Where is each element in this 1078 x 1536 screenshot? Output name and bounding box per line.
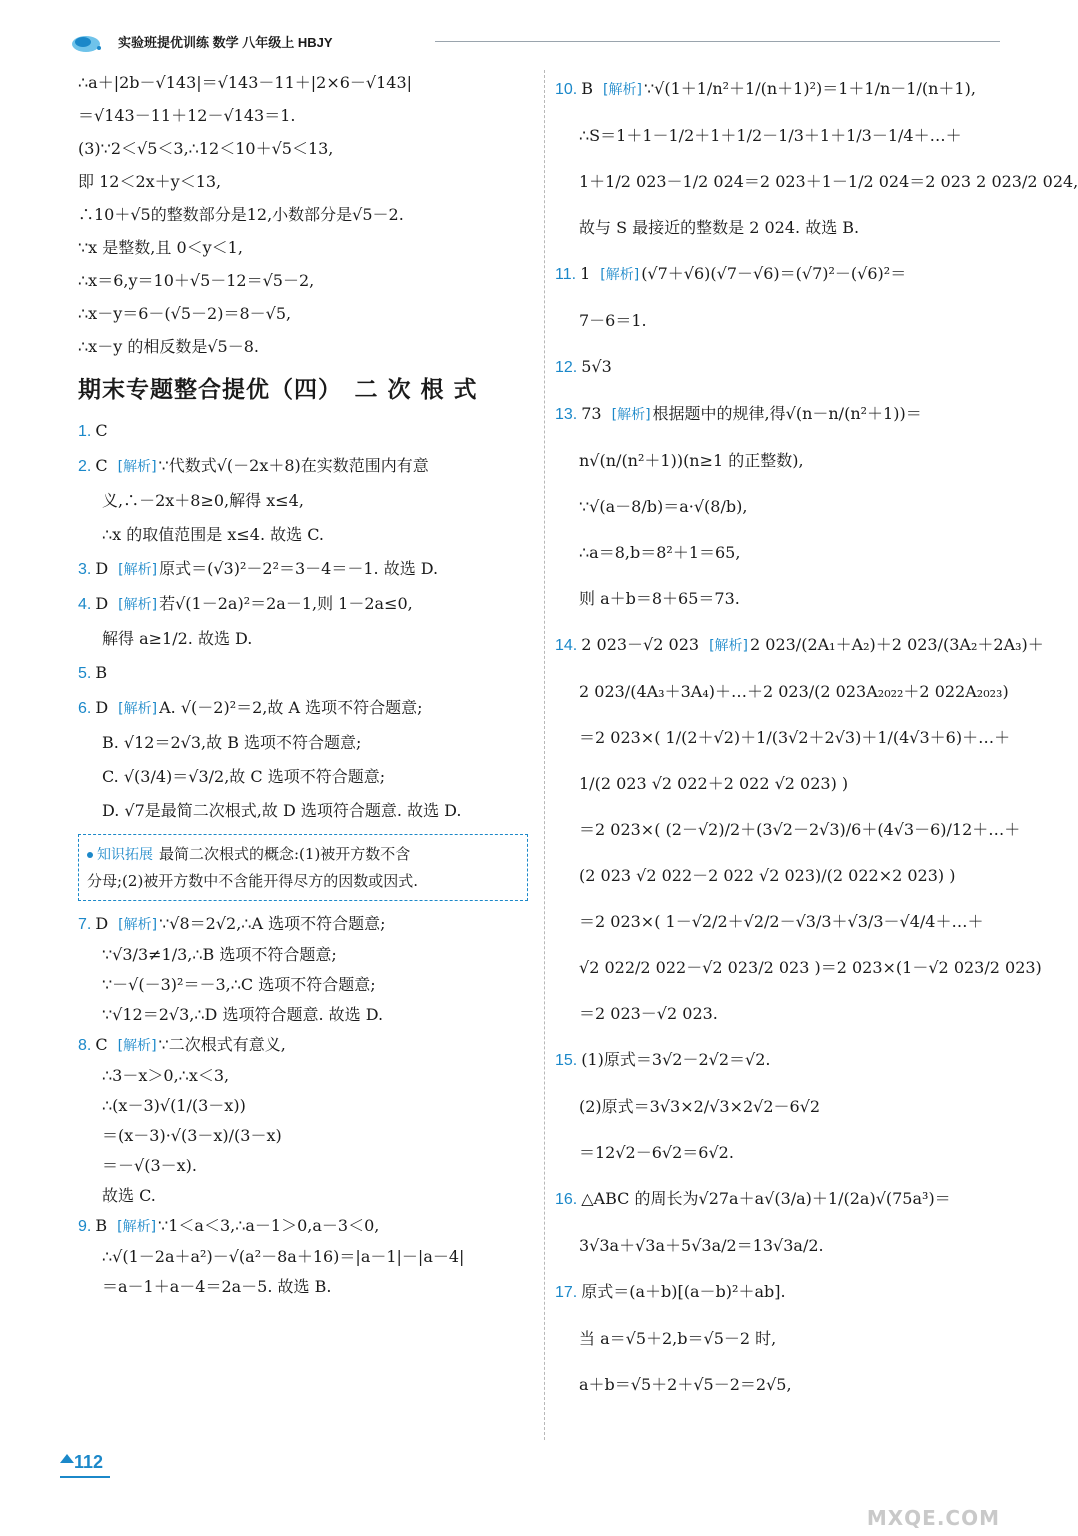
left-column [78, 66, 530, 1302]
answer-text: ∵1＜a＜3,∴a－1＞0,a－3＜0, [158, 1216, 380, 1235]
answer-text: ＝(x－3)·√(3－x)/(3－x) [102, 1126, 282, 1145]
answer-text: (√7＋√6)(√7－√6)＝(√7)²－(√6)²＝ [641, 264, 907, 283]
answer-line [78, 1030, 530, 1061]
answer-choice: D [95, 559, 109, 578]
answer-line [78, 1151, 530, 1181]
question-number: 3. [78, 561, 92, 578]
answer-line [555, 715, 1010, 761]
answer-text: ＝2 023－√2 023. [579, 1004, 718, 1023]
answer-text: ＝2 023×( 1－√2/2＋√2/2－√3/3＋√3/3－√4/4＋…＋ [579, 912, 984, 931]
answer-text: ＝2 023×( (2－√2)/2＋(3√2－2√3)/6＋(4√3－6)/12＋…＋ [579, 820, 1021, 839]
answer-text: ∵√(1＋1/n²＋1/(n＋1)²)＝1＋1/n－1/(n＋1), [643, 79, 976, 98]
answer-text: D. √7是最简二次根式,故 D 选项符合题意. 故选 D. [102, 801, 462, 820]
answer-line [555, 1269, 1010, 1316]
answer-choice: C [95, 421, 108, 440]
answer-text: ∴x 的取值范围是 x≤4. 故选 C. [102, 525, 325, 544]
analysis-tag: [ 解析 ] [612, 407, 651, 423]
answer-choice: B [581, 79, 594, 98]
tip-label: 知识拓展 [97, 847, 153, 863]
answer-line [555, 807, 1021, 853]
question-number: 4. [78, 596, 92, 613]
answer-text: 即 12＜2x＋y＜13, [78, 172, 222, 191]
answer-text: 原式＝(a＋b)[(a－b)²＋ab]. [581, 1282, 786, 1301]
answer-line [78, 1091, 530, 1121]
answer-text: 2 023/(4A₃＋3A₄)＋…＋2 023/(2 023A₂₀₂₂＋2 022A₂₀₂₃) [579, 682, 1009, 701]
answer-line [78, 794, 530, 828]
answer-text: ∴a＋|2b－√143|＝√143－11＋|2×6－√143| [78, 73, 413, 92]
answer-line [78, 231, 530, 264]
answer-line [555, 298, 1010, 344]
answer-line [555, 622, 1044, 669]
header-title: 实验班提优训练 数学 八年级上 HBJY [118, 35, 333, 50]
answer-text: 故与 S 最接近的整数是 2 024. 故选 B. [579, 218, 860, 237]
question-number: 9. [78, 1218, 92, 1235]
answer-text: ∴a＝8,b＝8²＋1＝65, [579, 543, 741, 562]
answer-line [78, 99, 530, 132]
answer-line [555, 576, 1010, 622]
question-number: 10. [555, 81, 578, 98]
analysis-tag: [ 解析 ] [118, 917, 157, 933]
answer-text: 1＋1/2 023－1/2 024＝2 023＋1－1/2 024＝2 023 2 023/2 024, [579, 172, 1078, 191]
answer-line [78, 909, 530, 940]
analysis-tag: [ 解析 ] [118, 562, 157, 578]
answer-line [555, 761, 1010, 807]
answer-text: ＝a－1＋a－4＝2a－5. 故选 B. [102, 1277, 332, 1296]
watermark [820, 1456, 1000, 1530]
book-logo-icon [70, 32, 104, 54]
answer-text: ∵二次根式有意义, [158, 1035, 286, 1054]
answer-text: (3)∵2＜√5＜3,∴12＜10＋√5＜13, [78, 139, 334, 158]
answer-text: A. √(－2)²＝2,故 A 选项不符合题意; [159, 698, 423, 717]
answer-text: 原式＝(√3)²－2²＝3－4＝－1. 故选 D. [159, 559, 439, 578]
answer-line [555, 113, 1010, 159]
question-number: 2. [78, 458, 92, 475]
answer-text: ＝√143－11＋12－√143＝1. [78, 106, 296, 125]
question-number: 17. [555, 1284, 578, 1301]
answer-line [78, 484, 530, 518]
question-number: 8. [78, 1037, 92, 1054]
answer-line [78, 970, 530, 1000]
answer-line [78, 726, 530, 760]
answer-line [555, 438, 1010, 484]
answer-choice: C [95, 456, 108, 475]
tip-box [78, 834, 528, 901]
answer-text: ＝－√(3－x). [102, 1156, 197, 1175]
section-title: 期末专题整合提优（四） 二 次 根 式 [78, 377, 478, 403]
answer-line [78, 198, 530, 231]
answer-line [555, 1223, 1010, 1269]
tip-bullet-icon [87, 852, 93, 858]
answer-text: 7－6＝1. [579, 311, 647, 330]
answer-text: 1/(2 023 √2 022＋2 022 √2 023) ) [579, 774, 849, 793]
page-header [70, 30, 1000, 54]
answer-text: ∴x＝6,y＝10＋√5－12＝√5－2, [78, 271, 315, 290]
answer-line [555, 1316, 1010, 1362]
answer-text: ∵√8＝2√2,∴A 选项不符合题意; [159, 914, 386, 933]
answer-line [78, 1121, 530, 1151]
answer-choice: 1 [580, 264, 591, 283]
answer-text: 义,∴－2x＋8≥0,解得 x≤4, [102, 491, 304, 510]
answer-line [555, 1037, 1010, 1084]
answer-line [78, 449, 530, 484]
question-number: 7. [78, 916, 92, 933]
watermark-text: MXQE.COM [866, 1506, 1000, 1530]
answer-text: ∵√(a－8/b)＝a·√(8/b), [579, 497, 748, 516]
answer-line [78, 518, 530, 552]
analysis-tag: [ 解析 ] [118, 1038, 157, 1054]
analysis-tag: [ 解析 ] [118, 597, 157, 613]
tip-text-line2: 分母;(2)被开方数中不含能开得尽方的因数或因式. [87, 872, 419, 890]
answer-line [555, 205, 1010, 251]
left-answers-block [78, 414, 530, 828]
answer-text: ∴√(1－2a＋a²)－√(a²－8a＋16)＝|a－1|－|a－4| [102, 1247, 465, 1266]
answer-line [555, 669, 1010, 715]
answer-text: ∴10＋√5的整数部分是12,小数部分是√5－2. [78, 205, 404, 224]
answer-line [78, 1242, 530, 1272]
answer-text: ∵代数式√(－2x＋8)在实数范围内有意 [158, 456, 429, 475]
answer-line [555, 391, 1010, 438]
page-arrow-icon [60, 1454, 74, 1463]
answer-line [555, 899, 1010, 945]
answer-choice: D [95, 914, 109, 933]
answer-line [78, 656, 530, 691]
analysis-tag: [ 解析 ] [118, 459, 157, 475]
answer-line [555, 344, 1010, 391]
analysis-tag: [ 解析 ] [600, 267, 639, 283]
answer-choice: C [95, 1035, 108, 1054]
analysis-tag: [ 解析 ] [118, 701, 157, 717]
left-answers-block-2 [78, 909, 530, 1302]
question-number: 13. [555, 406, 578, 423]
answer-line [78, 1211, 530, 1242]
answer-text: ∵√3/3≠1/3,∴B 选项不符合题意; [102, 945, 337, 964]
answer-text: (2)原式＝3√3×2/√3×2√2－6√2 [579, 1097, 821, 1116]
page-number: 112 [74, 1452, 104, 1472]
answer-line [78, 1181, 530, 1211]
answer-text: ∴3－x＞0,∴x＜3, [102, 1066, 230, 1085]
answer-text: ＝12√2－6√2＝6√2. [579, 1143, 734, 1162]
analysis-tag: [ 解析 ] [117, 1219, 156, 1235]
answer-line [78, 66, 530, 99]
answer-line [555, 991, 1010, 1037]
answer-choice: D [95, 594, 109, 613]
answer-line [555, 484, 1010, 530]
answer-text: (2 023 √2 022－2 022 √2 023)/(2 022×2 023) ) [579, 866, 956, 885]
answer-text: 3√3a＋√3a＋5√3a/2＝13√3a/2. [579, 1236, 824, 1255]
answer-line [78, 691, 530, 726]
left-intro-block [78, 66, 530, 363]
answer-choice: 5√3 [581, 357, 612, 376]
question-number: 11. [555, 266, 577, 283]
answer-text: ∴x－y 的相反数是√5－8. [78, 337, 259, 356]
answer-line [78, 264, 530, 297]
answer-text: △ABC 的周长为√27a＋a√(3/a)＋1/(2a)√(75a³)＝ [581, 1189, 951, 1208]
answer-text: 当 a＝√5＋2,b＝√5－2 时, [579, 1329, 777, 1348]
answer-line [555, 66, 1010, 113]
tip-text-line1: 最简二次根式的概念:(1)被开方数不含 [159, 845, 411, 863]
answer-text: ∵－√(－3)²＝－3,∴C 选项不符合题意; [102, 975, 376, 994]
answer-text: n√(n/(n²＋1))(n≥1 的正整数), [579, 451, 804, 470]
answer-line [78, 940, 530, 970]
answer-choice: B [95, 1216, 108, 1235]
answer-line [78, 760, 530, 794]
answer-text: ∴S＝1＋1－1/2＋1＋1/2－1/3＋1＋1/3－1/4＋…＋ [579, 126, 962, 145]
question-number: 14. [555, 637, 578, 654]
question-number: 12. [555, 359, 578, 376]
answer-text: ∴x－y＝6－(√5－2)＝8－√5, [78, 304, 292, 323]
answer-line [555, 1130, 1010, 1176]
answer-line [78, 622, 530, 656]
answer-line [78, 1061, 530, 1091]
answer-choice: 73 [581, 404, 602, 423]
answer-line [555, 1176, 1010, 1223]
answer-text: a＋b＝√5＋2＋√5－2＝2√5, [579, 1375, 792, 1394]
answer-line [555, 530, 1010, 576]
answer-line [555, 159, 1078, 205]
analysis-tag: [ 解析 ] [603, 82, 642, 98]
question-number: 15. [555, 1052, 578, 1069]
answer-text: ＝2 023×( 1/(2＋√2)＋1/(3√2＋2√3)＋1/(4√3＋6)＋…＋ [579, 728, 1011, 747]
column-divider [544, 70, 545, 1440]
answer-line [78, 1000, 530, 1030]
answer-text: √2 022/2 022－√2 023/2 023 )＝2 023×(1－√2 023/2 023) [579, 958, 1042, 977]
answer-line [555, 1084, 1010, 1130]
answer-text: B. √12＝2√3,故 B 选项不符合题意; [102, 733, 362, 752]
answer-text: 根据题中的规律,得√(n－n/(n²＋1))＝ [652, 404, 922, 423]
question-number: 6. [78, 700, 92, 717]
answer-line [555, 945, 1042, 991]
header-rule [435, 41, 1000, 42]
answer-line [78, 552, 530, 587]
answer-line [78, 414, 530, 449]
page-number-underline [60, 1476, 110, 1478]
answer-text: ∵x 是整数,且 0＜y＜1, [78, 238, 243, 257]
question-number: 1. [78, 423, 92, 440]
answer-line [78, 587, 530, 622]
question-number: 16. [555, 1191, 578, 1208]
answer-line [78, 132, 530, 165]
question-number: 5. [78, 665, 92, 682]
answer-text: 则 a＋b＝8＋65＝73. [579, 589, 740, 608]
answer-choice: D [95, 698, 109, 717]
answer-line [78, 330, 530, 363]
answer-line [78, 1272, 530, 1302]
answer-line [78, 297, 530, 330]
answer-line [555, 853, 1010, 899]
answer-text: 2 023/(2A₁＋A₂)＋2 023/(3A₂＋2A₃)＋ [750, 635, 1044, 654]
right-column [555, 66, 1078, 1408]
answer-text: C. √(3/4)＝√3/2,故 C 选项不符合题意; [102, 767, 386, 786]
right-answers-block [555, 66, 1078, 1408]
analysis-tag: [ 解析 ] [709, 638, 748, 654]
answer-text: (1)原式＝3√2－2√2＝√2. [581, 1050, 771, 1069]
answer-line [555, 251, 1010, 298]
answer-text: 故选 C. [102, 1186, 156, 1205]
answer-text: 解得 a≥1/2. 故选 D. [102, 629, 253, 648]
answer-line [555, 1362, 1010, 1408]
answer-line [78, 165, 530, 198]
answer-text: 若√(1－2a)²＝2a－1,则 1－2a≤0, [159, 594, 413, 613]
answer-text: ∵√12＝2√3,∴D 选项符合题意. 故选 D. [102, 1005, 384, 1024]
answer-choice: 2 023－√2 023 [581, 635, 700, 654]
answer-text: ∴(x－3)√(1/(3－x)) [102, 1096, 246, 1115]
answer-choice: B [95, 663, 108, 682]
